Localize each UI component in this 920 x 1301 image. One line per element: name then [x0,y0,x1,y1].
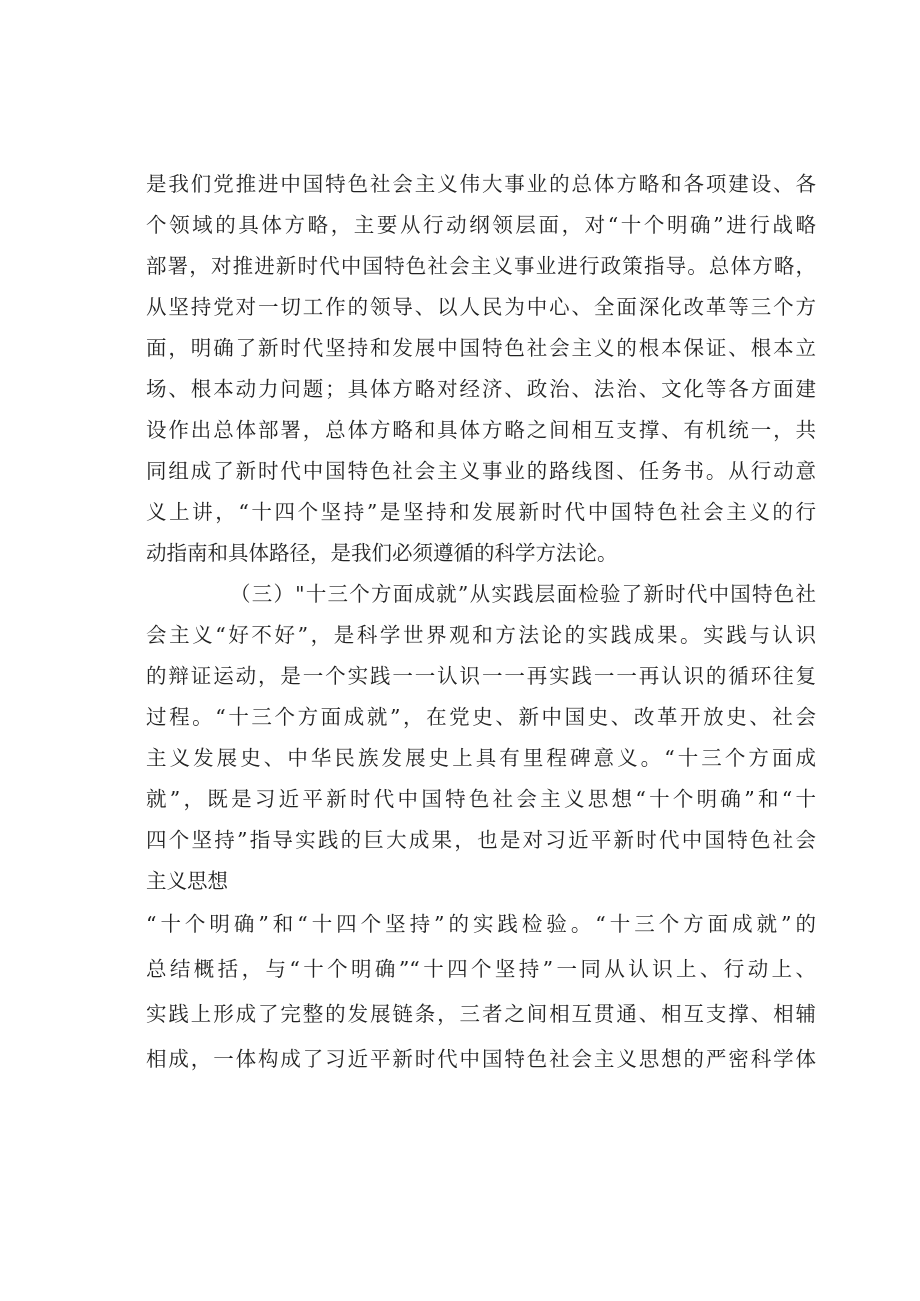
text-line: 义上讲，“十四个坚持”是坚持和发展新时代中国特色社会主义的行 [146,500,816,524]
text-line: 总结概括，与“十个明确”“十四个坚持”一同从认识上、行动上、 [146,957,816,981]
section-heading-line: （三）"十三个方面成就”从实践层面检验了新时代中国特色社 [230,582,816,606]
text-line: 过程。“十三个方面成就”，在党史、新中国史、改革开放史、社会 [146,705,816,729]
text-line: 主义思想 [146,869,228,893]
text-line: 是我们党推进中国特色社会主义伟大事业的总体方略和各项建设、各 [146,172,816,196]
text-line: 相成，一体构成了习近平新时代中国特色社会主义思想的严密科学体 [146,1047,816,1071]
text-line: 个领域的具体方略，主要从行动纲领层面，对“十个明确”进行战略 [146,213,816,237]
text-line: 面，明确了新时代坚持和发展中国特色社会主义的根本保证、根本立 [146,336,816,360]
text-line: 四个坚持”指导实践的巨大成果，也是对习近平新时代中国特色社会 [146,828,816,852]
text-line: 动指南和具体路径，是我们必须遵循的科学方法论。 [146,541,618,565]
text-line: 同组成了新时代中国特色社会主义事业的路线图、任务书。从行动意 [146,459,816,483]
text-line: 就”，既是习近平新时代中国特色社会主义思想“十个明确”和“十 [146,787,816,811]
text-line: 场、根本动力问题；具体方略对经济、政治、法治、文化等各方面建 [146,377,816,401]
text-line: 主义发展史、中华民族发展史上具有里程碑意义。“十三个方面成 [146,746,816,770]
text-line: “十个明确”和“十四个坚持”的实践检验。“十三个方面成就”的 [146,912,816,936]
text-line: 部署，对推进新时代中国特色社会主义事业进行政策指导。总体方略， [146,254,816,278]
text-line: 设作出总体部署，总体方略和具体方略之间相互支撑、有机统一，共 [146,418,816,442]
text-line: 会主义“好不好”，是科学世界观和方法论的实践成果。实践与认识 [146,623,816,647]
body-text [146,164,816,1082]
text-line: 实践上形成了完整的发展链条，三者之间相互贯通、相互支撑、相辅 [146,1002,816,1026]
text-line: 从坚持党对一切工作的领导、以人民为中心、全面深化改革等三个方 [146,295,816,319]
text-line: 的辩证运动，是一个实践一一认识一一再实践一一再认识的循环往复 [146,664,816,688]
